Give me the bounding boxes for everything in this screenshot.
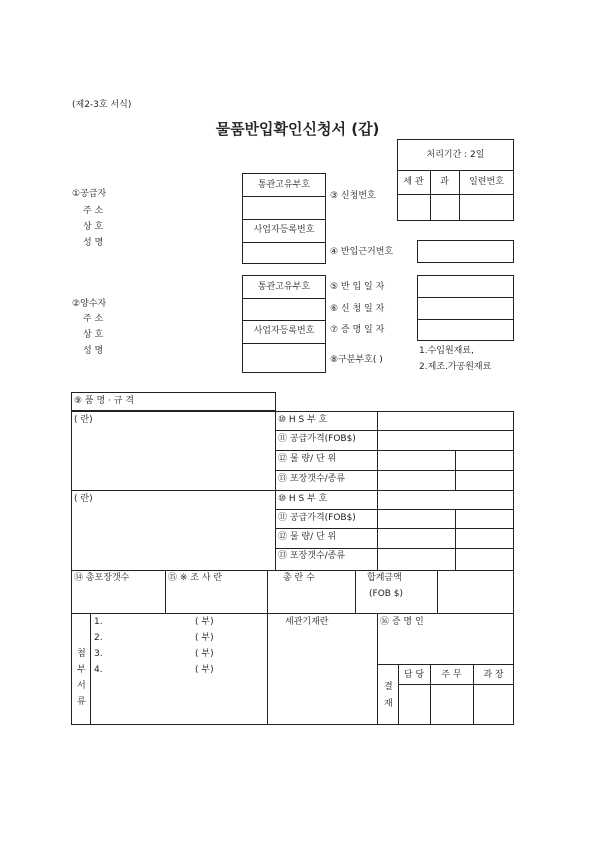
item-name-header-label: ⑨ 품 명 · 규 격 xyxy=(74,396,135,406)
date-fields[interactable] xyxy=(417,275,514,341)
item-col-label-2: ( 란) xyxy=(74,494,93,504)
col-section: 과 xyxy=(440,177,449,187)
attach-label-1: 첨 xyxy=(77,649,86,659)
basis-no-label: ④ 반입근거번호 xyxy=(330,247,394,257)
attach-label-3: 서 xyxy=(77,681,86,691)
supplier-label: ①공급자 xyxy=(72,189,107,199)
supplier-biz-reg-no: 사업자등록번호 xyxy=(253,225,315,235)
certifier-label: ⑯ 증 명 인 xyxy=(380,617,424,627)
approval-label-2: 재 xyxy=(384,699,393,709)
attach-row-copies: ( 부) xyxy=(195,633,214,643)
class-code-label: ⑧구분부호( ) xyxy=(330,355,383,365)
qty-unit-label-1: ⑫ 물 량/ 단 위 xyxy=(278,454,337,464)
inspection-label: ⑮ ※ 조 사 란 xyxy=(168,573,223,583)
attach-row-copies: ( 부) xyxy=(195,617,214,627)
class-option-1: 1.수입원재료, xyxy=(419,346,474,356)
receiver-company: 상 호 xyxy=(83,330,104,340)
attach-row-no: 1. xyxy=(94,617,103,627)
cert-date-label: ⑦ 증 명 일 자 xyxy=(330,325,385,335)
attach-row-no: 3. xyxy=(94,649,103,659)
hs-code-label-2: ⑩ H S 부 호 xyxy=(278,494,328,504)
col-serial: 일련번호 xyxy=(469,177,504,187)
col-customs: 세 관 xyxy=(403,177,424,187)
class-option-2: 2.제조.가공원재료 xyxy=(419,362,492,372)
form-number: (제2-3호 서식) xyxy=(72,100,132,110)
attachments-section xyxy=(71,613,514,725)
pkg-label-1: ⑬ 포장갯수/종류 xyxy=(278,474,346,484)
page-title: 물품반입확인신청서 (갑) xyxy=(215,120,380,138)
receiver-customs-code: 통관고유부호 xyxy=(257,282,311,292)
total-amount-label: 합계금액 xyxy=(367,573,402,583)
supplier-address: 주 소 xyxy=(83,206,104,216)
approval-col-head: 과 장 xyxy=(483,670,504,680)
application-no-label: ③ 신청번호 xyxy=(330,191,376,201)
supplier-customs-code: 통관고유부호 xyxy=(257,180,311,190)
total-amount-unit: (FOB $) xyxy=(369,589,404,599)
receiver-label: ②양수자 xyxy=(72,299,107,309)
attach-label-4: 류 xyxy=(77,697,86,707)
supplier-name: 성 명 xyxy=(83,238,104,248)
approval-col-chief: 주 무 xyxy=(441,670,462,680)
qty-unit-label-2: ⑫ 물 량/ 단 위 xyxy=(278,532,337,542)
receiver-biz-reg-no: 사업자등록번호 xyxy=(253,326,315,336)
attach-row-copies: ( 부) xyxy=(195,665,214,675)
receiver-address: 주 소 xyxy=(83,314,104,324)
approval-label-1: 결 xyxy=(384,682,393,692)
import-date-label: ⑤ 반 입 일 자 xyxy=(330,282,385,292)
approval-col-staff: 담 당 xyxy=(403,670,425,680)
attach-row-no: 4. xyxy=(94,665,103,675)
receiver-name: 성 명 xyxy=(83,346,104,356)
apply-date-label: ⑥ 신 청 일 자 xyxy=(330,304,385,314)
attach-row-copies: ( 부) xyxy=(195,649,214,659)
attach-label-2: 부 xyxy=(77,665,86,675)
customs-note-label: 세관기재란 xyxy=(285,617,329,627)
supplier-company: 상 호 xyxy=(83,222,104,232)
hs-code-label-1: ⑩ H S 부 호 xyxy=(278,415,328,425)
supply-price-label-1: ⑪ 공급가격(FOB$) xyxy=(278,434,356,444)
attach-row-no: 2. xyxy=(94,633,103,643)
total-pkg-label: ⑭ 총포장갯수 xyxy=(74,573,130,583)
total-items-label: 총 란 수 xyxy=(283,573,315,583)
item-col-label-1: ( 란) xyxy=(74,415,93,425)
processing-period: 처리기간 : 2일 xyxy=(426,150,485,160)
supply-price-label-2: ⑪ 공급가격(FOB$) xyxy=(278,513,356,523)
pkg-label-2: ⑬ 포장갯수/종류 xyxy=(278,551,346,561)
basis-no-field[interactable] xyxy=(417,240,514,263)
